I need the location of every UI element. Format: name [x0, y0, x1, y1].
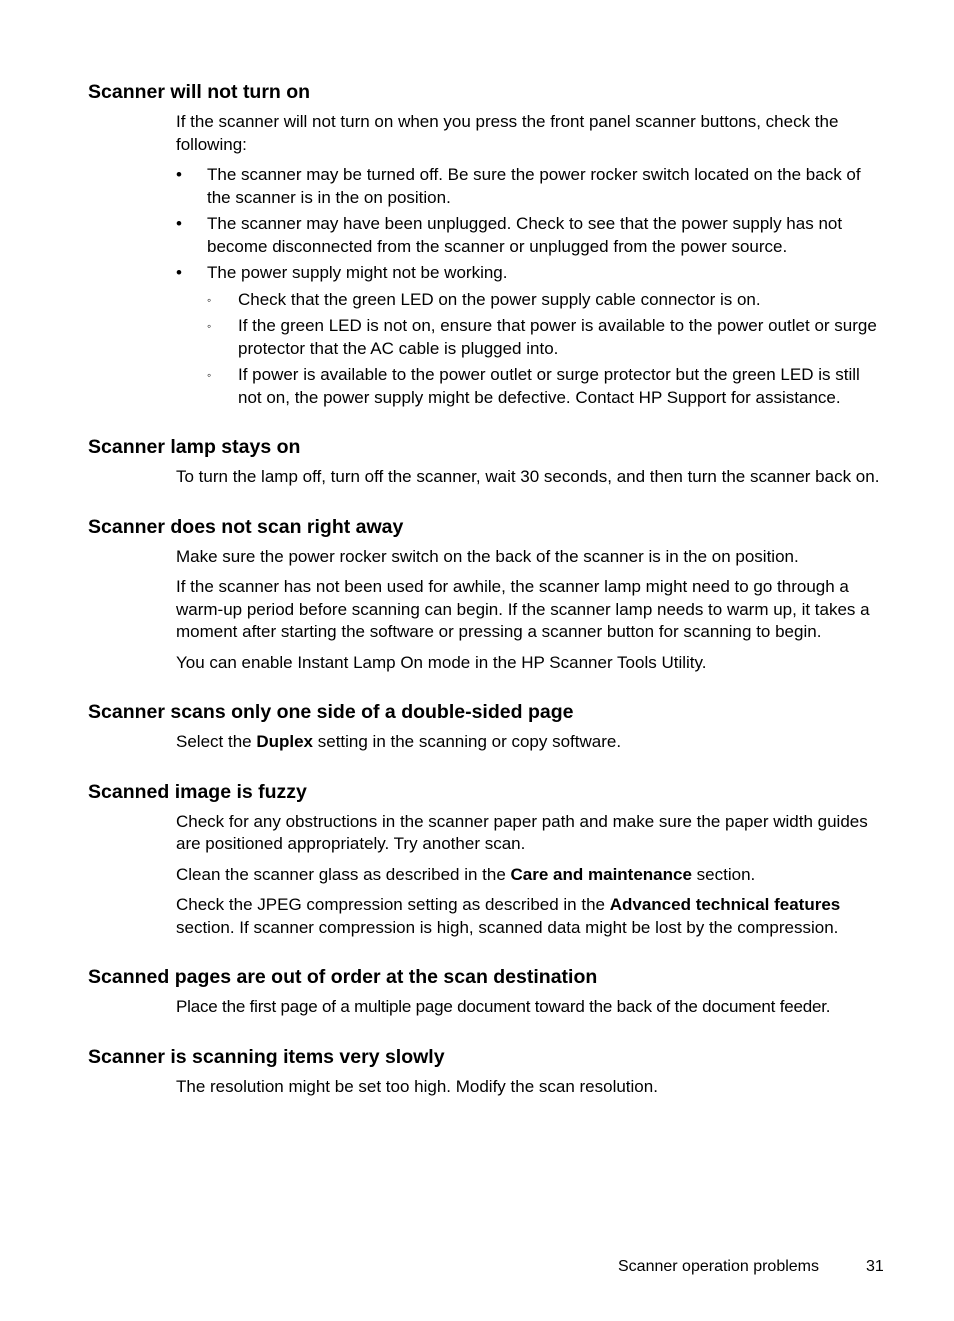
paragraph [176, 864, 888, 887]
section-heading: Scanner is scanning items very slowly [88, 1045, 445, 1068]
sub-list-item [207, 289, 888, 312]
paragraph: Check for any obstructions in the scanner paper path and make sure the paper width guides are positioned appropriately. Try another scan. [176, 811, 868, 853]
section-body [0, 996, 888, 1019]
section-body [0, 811, 888, 940]
paragraph: You can enable Instant Lamp On mode in the HP Scanner Tools Utility. [176, 652, 707, 672]
page-content [0, 80, 954, 1124]
section-heading: Scanner will not turn on [88, 81, 311, 103]
sub-list-item-text: Check that the green LED on the power supply cable connector is on. [238, 289, 761, 309]
bold-term: Duplex [256, 732, 314, 751]
text-run: Select the [176, 732, 257, 751]
circle-bullet-icon: ◦ [207, 292, 212, 307]
section-heading: Scanned pages are out of order at the scan destination [88, 966, 598, 988]
list-item-text: The scanner may have been unplugged. Check to see that the power supply has not become disconnected from the scanner or unplugged from the power source. [207, 214, 843, 256]
section-scanning-slowly [0, 1045, 954, 1099]
paragraph [176, 894, 888, 939]
paragraph: The resolution might be set too high. Modify the scan resolution. [176, 1076, 658, 1096]
section-body [0, 1076, 888, 1099]
bullet-icon: • [176, 263, 182, 282]
text-run: Check the JPEG compression setting as described in the [176, 895, 610, 914]
sub-bullet-list [207, 289, 888, 410]
footer-section-name: Scanner operation problems [618, 1258, 820, 1275]
section-body [0, 111, 888, 409]
text-run: Clean the scanner glass as described in the [176, 864, 511, 884]
circle-bullet-icon: ◦ [207, 368, 212, 382]
paragraph: Place the first page of a multiple page document toward the back of the document feeder. [176, 997, 831, 1016]
list-item [176, 213, 888, 258]
section-body [0, 466, 888, 489]
sub-list-item-text: If the green LED is not on, ensure that power is available to the power outlet or surge protector that the AC cable is plugged into. [238, 316, 877, 358]
list-item-text: The scanner may be turned off. Be sure the power rocker switch located on the back of the scanner is in the on position. [207, 165, 861, 207]
sub-list-item-text: If power is available to the power outlet or surge protector but the green LED is still not on, the power supply might be defective. Contact HP Support for assistance. [238, 365, 860, 407]
bullet-icon: • [176, 214, 182, 233]
section-scans-one-side [0, 700, 954, 754]
section-body [0, 731, 888, 754]
list-item-text: The power supply might not be working. [207, 263, 508, 282]
list-item [176, 262, 888, 409]
bullet-list [176, 164, 888, 409]
sub-list-item [207, 315, 888, 360]
text-run: section. [691, 864, 756, 884]
text-run: setting in the scanning or copy software. [313, 732, 622, 751]
section-scanner-lamp-stays-on [0, 435, 954, 489]
paragraph: If the scanner has not been used for awhile, the scanner lamp might need to go through a warm-up period before scanning can begin. If the scanner lamp needs to warm up, it takes a moment after starting the software or pressing a scanner button for scanning to begin. [176, 577, 870, 641]
section-image-fuzzy [0, 780, 954, 940]
paragraph: To turn the lamp off, turn off the scanner, wait 30 seconds, and then turn the scanner back on. [176, 467, 880, 486]
section-scanner-does-not-scan [0, 515, 954, 675]
paragraph [176, 731, 888, 754]
page-number: 31 [866, 1258, 884, 1275]
section-heading: Scanner lamp stays on [88, 436, 301, 458]
section-heading: Scanned image is fuzzy [88, 780, 307, 803]
section-scanner-will-not-turn-on [0, 80, 954, 409]
paragraph: Make sure the power rocker switch on the back of the scanner is in the on position. [176, 546, 799, 566]
section-heading: Scanner does not scan right away [88, 515, 404, 538]
paragraph: If the scanner will not turn on when you press the front panel scanner buttons, check the following: [176, 112, 839, 154]
list-item [176, 164, 888, 209]
section-pages-out-of-order [0, 965, 954, 1019]
section-body [0, 546, 888, 675]
bullet-icon: • [176, 165, 182, 184]
sub-list-item [207, 364, 888, 409]
section-heading: Scanner scans only one side of a double-sided page [88, 701, 574, 723]
circle-bullet-icon: ◦ [207, 319, 212, 333]
bold-term: Advanced technical features [609, 895, 841, 914]
bold-term: Care and maintenance [510, 864, 692, 884]
text-run: section. If scanner compression is high, scanned data might be lost by the compression. [176, 917, 839, 937]
